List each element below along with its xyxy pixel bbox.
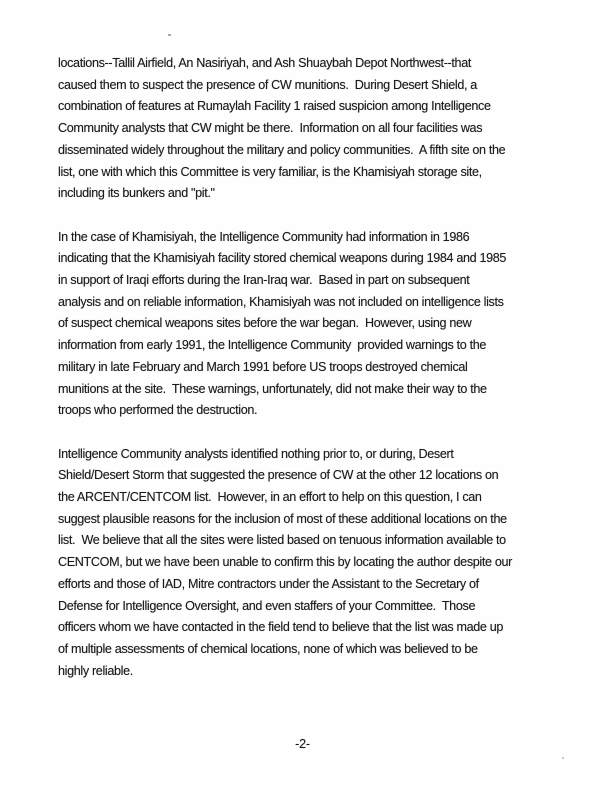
text-line: highly reliable. [58,663,133,678]
text-line: CENTCOM, but we have been unable to confirm this by locating the author despite our [58,555,512,570]
text-line: caused them to suspect the presence of CW munitions. During Desert Shield, a [58,77,477,92]
text-line: munitions at the site. These warnings, unfortunately, did not make their way to the [58,381,487,396]
text-line: Intelligence Community analysts identified nothing prior to, or during, Desert [58,446,454,461]
text-line: efforts and those of IAD, Mitre contractors under the Assistant to the Secretary of [58,576,479,591]
paragraph [58,53,568,205]
text-line: officers whom we have contacted in the field tend to believe that the list was made up [58,620,504,635]
text-line: Community analysts that CW might be there. Information on all four facilities was [58,121,483,136]
text-line: suggest plausible reasons for the inclusion of most of these additional locations on the [58,511,507,526]
paragraph [58,444,568,683]
text-line: combination of features at Rumaylah Facility 1 raised suspicion among Intelligence [58,99,491,114]
text-line: indicating that the Khamisiyah facility stored chemical weapons during 1984 and 1985 [58,251,507,266]
text-line: analysis and on reliable information, Khamisiyah was not included on intelligence lists [58,294,504,309]
text-line: list. We believe that all the sites were listed based on tenuous information available to [58,533,506,548]
paragraph [58,227,568,422]
text-line: the ARCENT/CENTCOM list. However, in an effort to help on this question, I can [58,490,482,505]
text-line: list, one with which this Committee is very familiar, is the Khamisiyah storage site, [58,164,482,179]
text-line: in support of Iraqi efforts during the Iran-Iraq war. Based in part on subsequent [58,273,470,288]
text-line: troops who performed the destruction. [58,403,258,418]
text-line: Defense for Intelligence Oversight, and even staffers of your Committee. Those [58,598,476,613]
scan-artifact-speck [168,34,171,36]
text-line: disseminated widely throughout the military and policy communities. A fifth site on the [58,142,506,157]
text-line: locations--Tallil Airfield, An Nasiriyah, and Ash Shuaybah Depot Northwest--that [58,56,472,70]
text-line: Shield/Desert Storm that suggested the presence of CW at the other 12 locations on [58,468,499,483]
text-line: including its bunkers and "pit." [58,186,215,201]
text-line: information from early 1991, the Intelligence Community provided warnings to the [58,338,487,353]
text-line: of suspect chemical weapons sites before the war began. However, using new [58,316,472,331]
scan-artifact-speck [562,757,564,759]
page-number: -2- [295,737,310,751]
text-line: In the case of Khamisiyah, the Intelligence Community had information in 1986 [58,229,470,244]
text-line: military in late February and March 1991 before US troops destroyed chemical [58,359,468,374]
document-body [58,53,568,704]
text-line: of multiple assessments of chemical locations, none of which was believed to be [58,641,478,656]
